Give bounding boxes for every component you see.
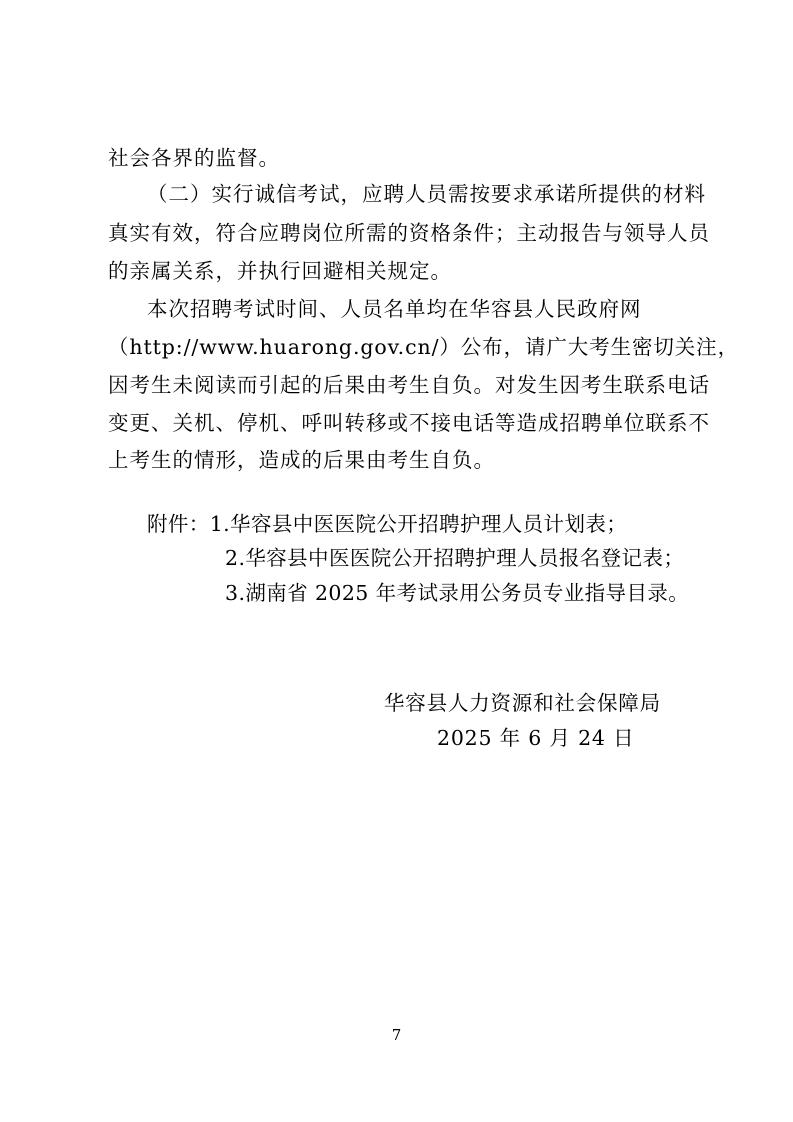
attachment-item: 1.华容县中医医院公开招聘护理人员计划表； (209, 512, 628, 536)
paragraph-line: 因考生未阅读而引起的后果由考生自负。对发生因考生联系电话 (108, 373, 710, 397)
page-number: 7 (391, 1026, 402, 1044)
paragraph-line: 的亲属关系，并执行回避相关规定。 (108, 259, 452, 283)
issue-date: 2025 年 6 月 24 日 (437, 726, 635, 750)
paragraph-line: 上考生的情形，造成的后果由考生自负。 (108, 448, 495, 472)
paragraph-line: 真实有效，符合应聘岗位所需的资格条件；主动报告与领导人员 (108, 221, 710, 245)
paragraph-line: （二）实行诚信考试，应聘人员需按要求承诺所提供的材料 (147, 182, 706, 206)
paragraph-line: 本次招聘考试时间、人员名单均在华容县人民政府网 (147, 297, 642, 321)
issuing-organization: 华容县人力资源和社会保障局 (384, 691, 661, 715)
attachments-label: 附件： (147, 512, 210, 536)
paragraph-line: （http://www.huarong.gov.cn/）公布，请广大考生密切关注， (108, 335, 739, 359)
attachment-line (147, 512, 627, 536)
attachment-item: 3.湖南省 2025 年考试录用公务员专业指导目录。 (225, 581, 690, 605)
paragraph-line: 社会各界的监督。 (108, 146, 280, 170)
attachment-item: 2.华容县中医医院公开招聘护理人员报名登记表； (225, 546, 685, 570)
paragraph-line: 变更、关机、停机、呼叫转移或不接电话等造成招聘单位联系不 (108, 411, 710, 435)
